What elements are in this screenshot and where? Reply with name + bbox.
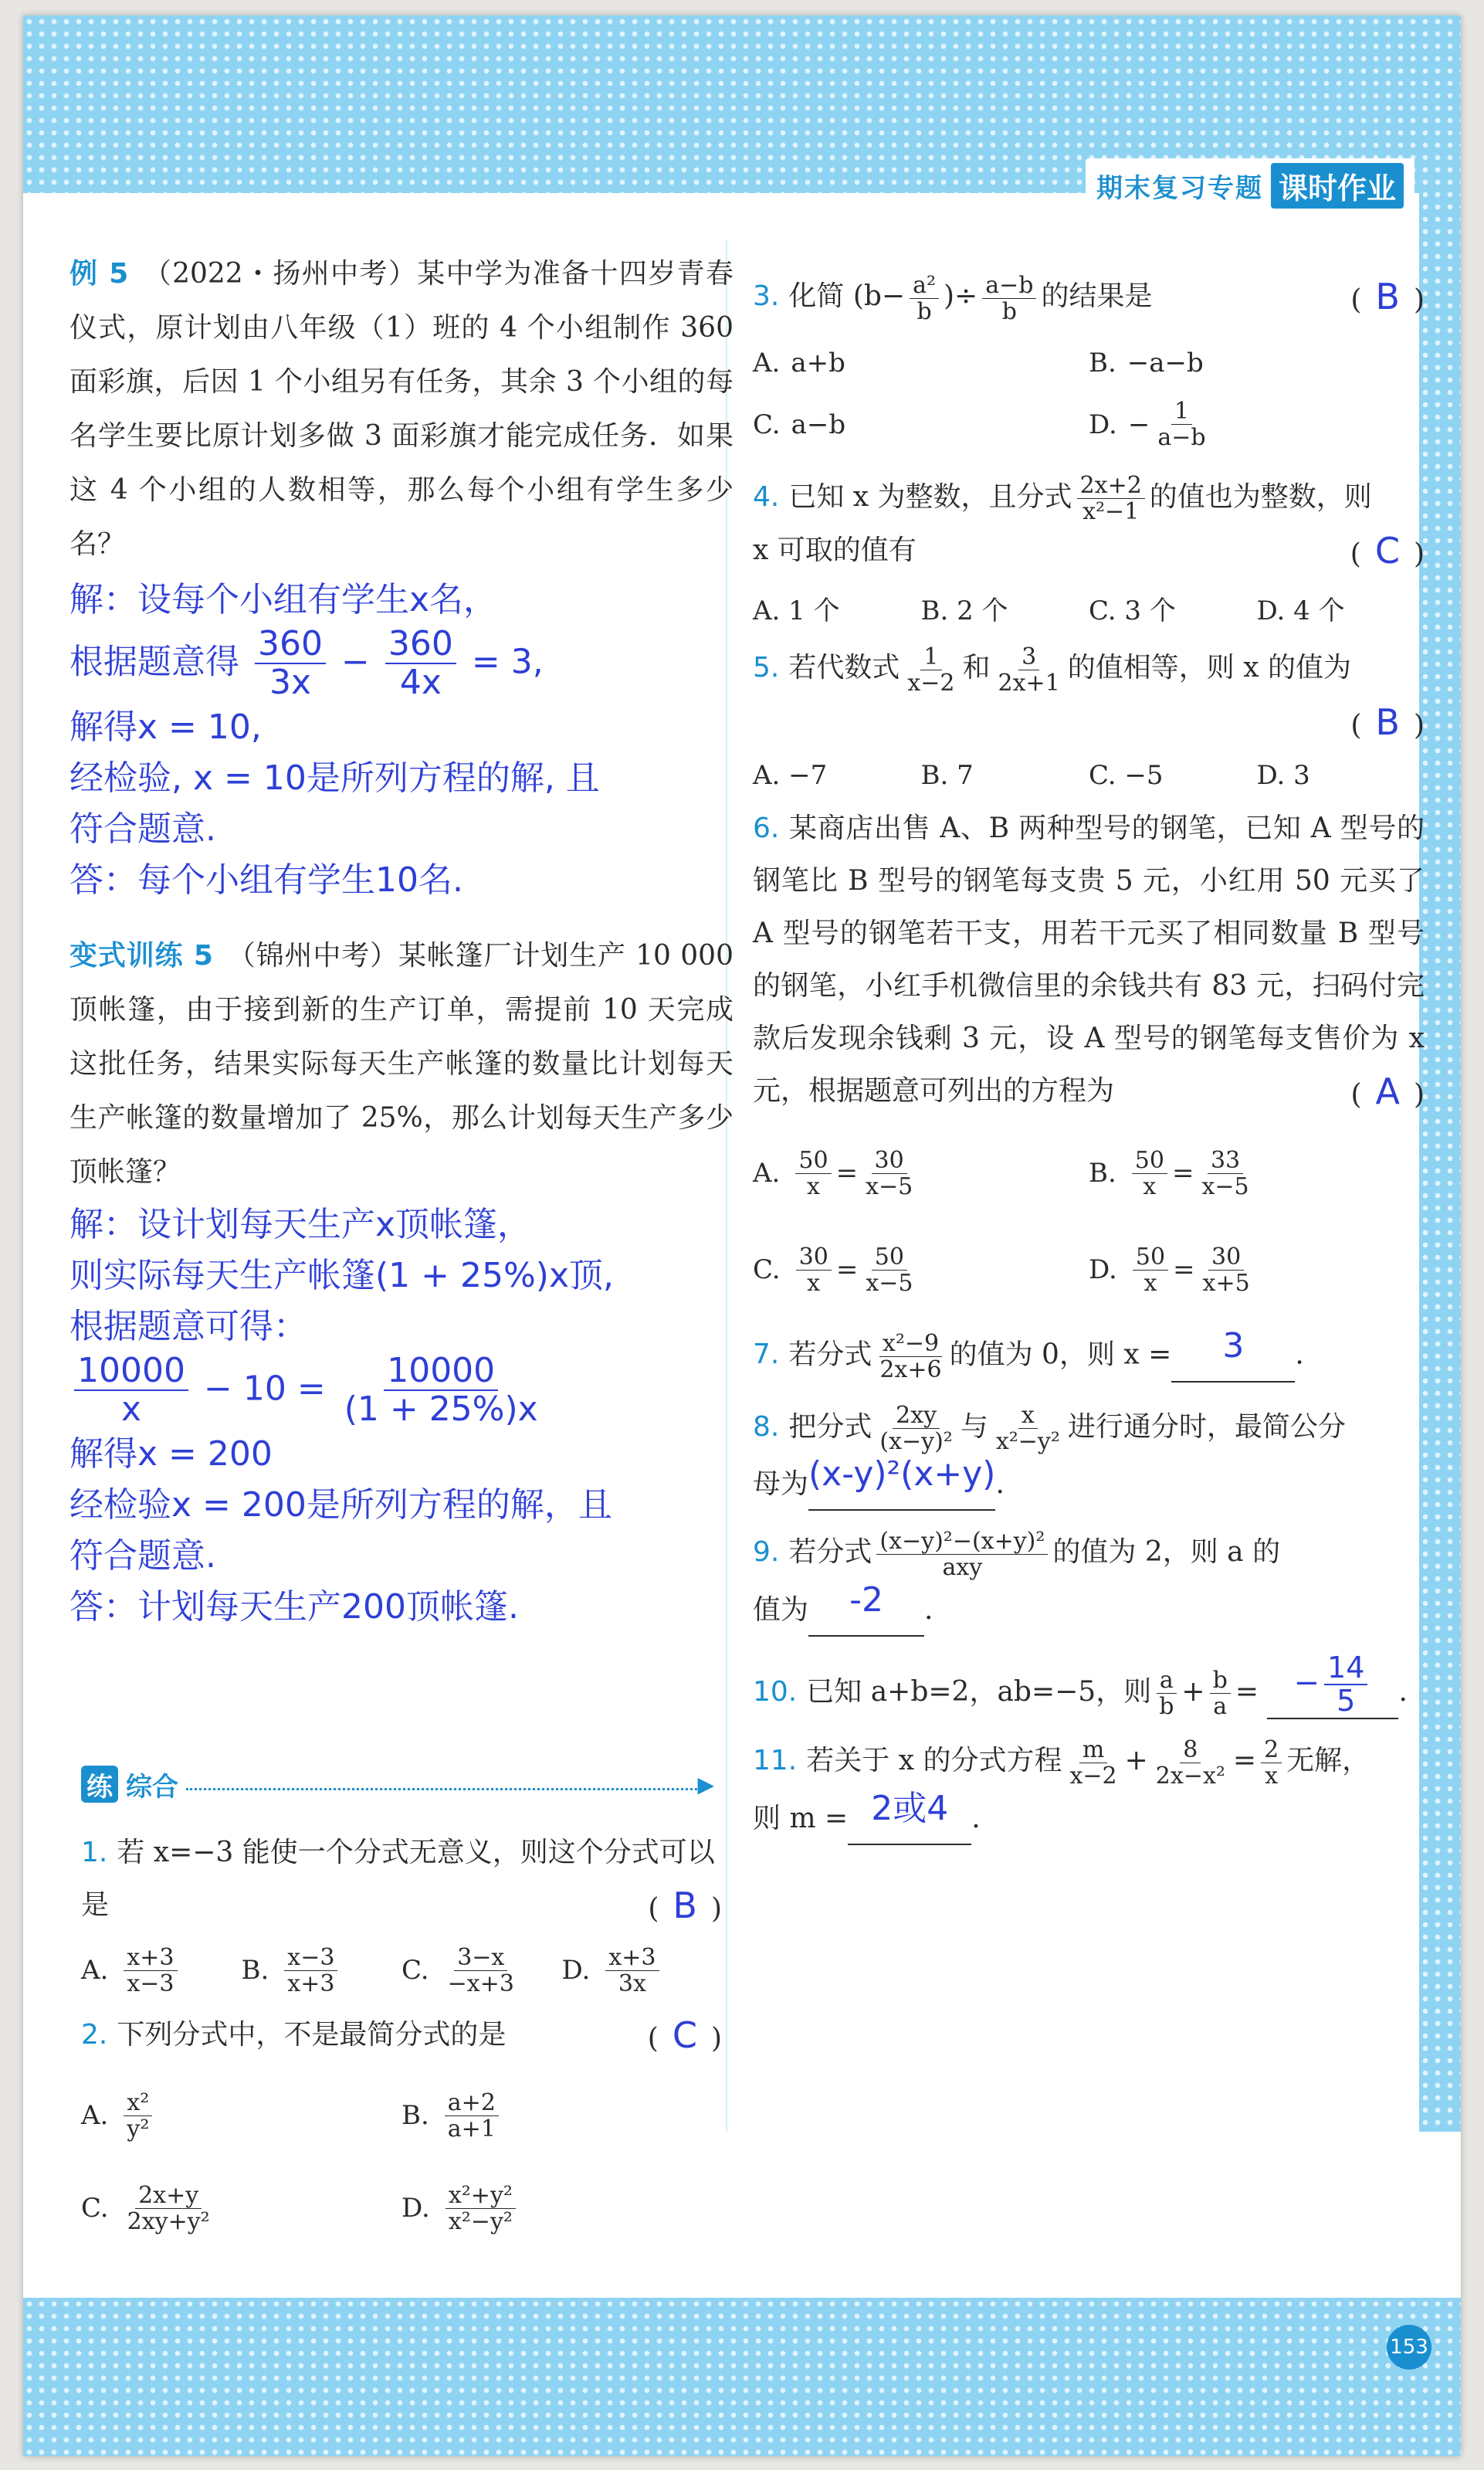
fraction: [1066, 1737, 1120, 1789]
denominator: x: [807, 1269, 821, 1297]
question-text: 已知 x 为整数，且分式: [788, 480, 1072, 513]
answer-blank: [808, 1454, 995, 1511]
answer: C: [1374, 530, 1400, 572]
fraction: [993, 1403, 1063, 1454]
question-line2: [753, 1789, 1425, 1845]
question-3: [753, 270, 1425, 324]
example-5: [69, 247, 734, 572]
question-text: 的值相等，则 x 的值为: [1067, 652, 1351, 684]
header-label: [1086, 158, 1415, 213]
option-letter: A.: [753, 347, 781, 378]
question-text: 若 x=−3 能使一个分式无意义，则这个分式可以是: [81, 1837, 715, 1921]
question-number: 9.: [753, 1536, 780, 1568]
option-text: a−b: [791, 409, 846, 440]
header-title: 期末复习专题: [1096, 173, 1263, 204]
q6-options: [753, 1125, 1425, 1318]
answer-blank: [848, 1789, 971, 1845]
numerator: m: [1079, 1737, 1107, 1763]
question-text: 若分式: [788, 1536, 872, 1568]
fraction: [795, 1148, 831, 1199]
fraction: [1210, 1668, 1231, 1719]
equals: =: [1232, 1745, 1257, 1777]
section-header: [81, 1765, 714, 1803]
fraction: [74, 1352, 188, 1429]
numerator: 1: [920, 644, 941, 670]
denominator: x: [1143, 1269, 1157, 1297]
denominator: x: [1265, 1762, 1279, 1790]
option-text: −: [1127, 409, 1150, 440]
denominator: x−5: [866, 1269, 913, 1297]
question-text: 若关于 x 的分式方程: [806, 1745, 1062, 1777]
denominator: x: [120, 1389, 142, 1430]
question-7: [753, 1326, 1425, 1383]
sol-line: 根据题意可得：: [69, 1306, 307, 1346]
question-11: [753, 1735, 1425, 1845]
q3-options: [753, 332, 1425, 456]
answer-blank: [808, 1580, 924, 1637]
left-column: [69, 247, 734, 1633]
question-1: [81, 1827, 722, 1932]
question-text: 无解，: [1286, 1745, 1370, 1777]
denominator: 2x−x²: [1155, 1762, 1225, 1790]
numerator: 33: [1208, 1148, 1243, 1174]
denominator: x: [807, 1172, 820, 1200]
answer: -2: [849, 1579, 883, 1620]
numerator: (x−y)²−(x+y)²: [876, 1528, 1048, 1555]
denominator: y²: [127, 2115, 150, 2143]
denominator: x²−1: [1083, 498, 1140, 525]
punct: .: [995, 1468, 1005, 1500]
numerator: 50: [872, 1244, 907, 1271]
fraction: [255, 626, 326, 702]
question-text: 的值为 2，则 a 的: [1052, 1536, 1281, 1568]
question-text: 与: [960, 1410, 988, 1443]
denominator: −x+3: [447, 1970, 514, 1997]
q2-options: [81, 2069, 722, 2255]
fraction: [446, 2183, 516, 2234]
answer-bracket: ( C ): [647, 2014, 722, 2056]
fraction: [1156, 1668, 1177, 1719]
option: [401, 2069, 722, 2162]
question-text: 母为: [753, 1468, 809, 1500]
arrow-right-icon: ▶: [697, 1771, 714, 1797]
question-2: [81, 2009, 722, 2061]
denominator: b: [916, 297, 932, 325]
question-line2: [753, 1580, 1425, 1637]
denominator: x−5: [1201, 1172, 1249, 1200]
fraction: [876, 1331, 944, 1383]
question-text: 的值也为整数，则: [1149, 480, 1372, 513]
sol-line: 解：设计划每天生产x顶帐篷，: [69, 1204, 532, 1244]
q5-options: [753, 756, 1425, 795]
fraction: [284, 1945, 337, 1997]
option: [1089, 1125, 1425, 1222]
option: C. −5: [1089, 759, 1164, 791]
fraction: [904, 644, 957, 696]
equals: =: [1173, 1254, 1195, 1285]
numerator: 30: [872, 1148, 907, 1174]
sol-line: 解得x = 10,: [69, 707, 262, 747]
answer: 2或4: [871, 1788, 949, 1828]
option-letter: C.: [81, 2193, 109, 2224]
option: B. 2 个: [920, 595, 1008, 626]
denominator: 2xy+y²: [127, 2207, 210, 2235]
fraction: [1261, 1737, 1282, 1789]
denominator: x+3: [287, 1970, 335, 1997]
sol-line: 答：每个小组有学生10名.: [69, 860, 463, 900]
option: [401, 2162, 722, 2255]
page-number: 153: [1387, 2325, 1431, 2370]
numerator: 2x+y: [135, 2183, 202, 2209]
numerator: 360: [385, 626, 456, 664]
option: B. 7: [920, 759, 974, 791]
denominator: (x−y)²: [879, 1428, 953, 1455]
option: [753, 1222, 1089, 1318]
option-letter: A.: [81, 2100, 109, 2131]
header-logo: 课时作业: [1271, 163, 1404, 209]
equals: =: [835, 1158, 859, 1189]
question-number: 6.: [753, 812, 780, 844]
sol-line: 经检验, x = 10是所列方程的解, 且: [69, 758, 600, 798]
question-4: [753, 471, 1425, 578]
question-line2: [753, 524, 1425, 577]
answer: B: [673, 1885, 697, 1926]
answer-blank: [1267, 1652, 1398, 1720]
fraction: [605, 1945, 659, 1997]
question-6: [753, 802, 1425, 1118]
option-letter: B.: [241, 1955, 269, 1986]
numerator: 2: [1261, 1737, 1282, 1763]
punct: .: [1295, 1338, 1304, 1370]
option: C. 3 个: [1089, 595, 1176, 626]
option-letter: C.: [753, 409, 781, 440]
answer: A: [1375, 1070, 1400, 1112]
question-number: 8.: [753, 1410, 780, 1443]
option-letter: D.: [561, 1955, 591, 1986]
fraction: [995, 644, 1063, 696]
sol-line: 经检验x = 200是所列方程的解，且: [69, 1484, 612, 1525]
question-text: 某商店出售 A、B 两种型号的钢笔，已知 A 型号的钢笔比 B 型号的钢笔每支贵 5 元，小红用 50 元买了 A 型号的钢笔若干支，用若干元买了相同数量 B 型号的钢笔，小红手机微信里的余钱共有 83 元，扫码付完款后发现余钱剩 3 元，设 A 型号的钢笔每支售价为 x 元，根据题意可列出的方程为: [753, 812, 1425, 1107]
equals: =: [1171, 1158, 1194, 1189]
option-letter: A.: [753, 1158, 781, 1189]
fraction: [445, 2090, 499, 2142]
sol-text: 根据题意得: [69, 642, 239, 682]
option: [242, 1939, 402, 2001]
fraction: [982, 273, 1036, 324]
punct: .: [1398, 1675, 1408, 1708]
denominator: x−2: [1069, 1762, 1117, 1790]
fraction: [862, 1244, 916, 1296]
option: [81, 2069, 401, 2162]
option: [562, 1939, 723, 2001]
question-10: [753, 1652, 1425, 1720]
example-solution: [69, 575, 734, 906]
question-8: [753, 1401, 1425, 1512]
sol-text: − 10 =: [203, 1369, 326, 1409]
left-questions: [81, 1827, 722, 2255]
q1-options: [81, 1939, 722, 2001]
sol-line: 解：设每个小组有学生x名，: [69, 580, 498, 619]
sol-line: 答：计划每天生产200顶帐篷.: [69, 1586, 519, 1627]
denominator: 5: [1337, 1684, 1356, 1718]
answer-fraction: [1324, 1652, 1367, 1718]
question-text: 已知 a+b=2，ab=−5，则: [806, 1675, 1152, 1708]
sol-text: = 3,: [471, 642, 544, 682]
question-text: 化简: [788, 280, 845, 312]
fraction: [862, 1148, 916, 1199]
bottom-dotted-band: [23, 2298, 1461, 2456]
option: [753, 394, 1089, 456]
variant-text: （锦州中考）某帐篷厂计划生产 10 000 顶帐篷，由于接到新的生产订单，需提前 10 天完成这批任务，结果实际每天生产帐篷的数量比计划每天生产帐篷的数量增加了 25%，那么计划每天生产多少顶帐篷？: [69, 939, 734, 1188]
option-letter: C.: [753, 1254, 781, 1285]
fraction: [124, 2183, 213, 2234]
right-column: [753, 270, 1425, 1853]
q4-options: [753, 585, 1425, 631]
question-line2: [753, 696, 1425, 748]
answer: B: [1375, 701, 1400, 743]
numerator: a²: [910, 273, 939, 299]
option: [401, 1939, 562, 2001]
section-title: 综合: [126, 1771, 178, 1803]
numerator: 30: [796, 1244, 832, 1271]
option-letter: B.: [1089, 347, 1116, 378]
sol-line: 解得x = 200: [69, 1433, 273, 1474]
denominator: 2x+6: [879, 1355, 942, 1383]
question-number: 11.: [753, 1745, 798, 1777]
denominator: x: [1143, 1172, 1157, 1200]
option-text: −a−b: [1127, 347, 1204, 378]
sol-line: 则实际每天生产帐篷(1 + 25%)x顶,: [69, 1255, 614, 1295]
page: [23, 15, 1461, 2456]
question-text: 若代数式: [788, 652, 900, 684]
numerator: a+2: [445, 2090, 499, 2116]
question-line2: [753, 1454, 1425, 1511]
option-letter: B.: [401, 2100, 429, 2131]
numerator: a−b: [982, 273, 1036, 299]
fraction: [124, 2090, 152, 2142]
question-number: 3.: [753, 280, 780, 312]
answer-bracket: ( C ): [1350, 530, 1425, 572]
numerator: 8: [1180, 1737, 1201, 1763]
answer: (x-y)²(x+y): [808, 1454, 996, 1494]
question-text: 把分式: [788, 1410, 872, 1443]
punct: .: [971, 1802, 981, 1834]
question-text: 则 m =: [753, 1802, 849, 1834]
numerator: x²−9: [879, 1331, 942, 1357]
numerator: x²: [124, 2090, 152, 2116]
option: [1089, 332, 1425, 394]
plus: +: [1181, 1675, 1205, 1708]
option: [1089, 1222, 1425, 1318]
plus: +: [1124, 1745, 1148, 1777]
option: A. −7: [753, 759, 828, 791]
option-letter: C.: [401, 1955, 429, 1986]
option: [753, 1125, 1089, 1222]
denominator: x²−y²: [448, 2207, 513, 2235]
practice-icon: 练: [81, 1766, 118, 1803]
fraction: [1133, 1244, 1168, 1296]
numerator: 50: [1133, 1244, 1168, 1271]
denominator: x²−y²: [995, 1428, 1060, 1455]
option: [753, 332, 1089, 394]
numerator: 10000: [74, 1352, 188, 1391]
fraction: [1200, 1244, 1253, 1296]
numerator: x−3: [284, 1945, 337, 1971]
numerator: x+3: [605, 1945, 659, 1971]
fraction: [1153, 1737, 1228, 1789]
question-text: 进行通分时，最简公分: [1067, 1410, 1346, 1443]
question-number: 4.: [753, 480, 780, 513]
question-text: 若分式: [788, 1338, 872, 1370]
expr: )÷: [944, 280, 978, 312]
option: [81, 2162, 401, 2255]
numerator: 1: [1171, 399, 1192, 425]
sol-equation: [69, 1352, 734, 1429]
option: D. 4 个: [1256, 595, 1345, 626]
question-number: 7.: [753, 1338, 780, 1370]
expr: (b−: [852, 280, 906, 312]
denominator: x−2: [907, 669, 955, 697]
answer: C: [672, 2014, 697, 2056]
option-letter: A.: [81, 1955, 109, 1986]
right-dotted-band: [1419, 15, 1461, 2132]
example-label: 例 5: [69, 258, 129, 290]
fraction: [1198, 1148, 1252, 1199]
question-number: 2.: [81, 2019, 108, 2051]
minus: −: [341, 642, 370, 682]
question-number: 5.: [753, 652, 780, 684]
question-text: 和: [962, 652, 991, 684]
denominator: x−5: [866, 1172, 913, 1200]
answer-bracket: ( B ): [1350, 701, 1425, 743]
fraction: [910, 273, 939, 324]
fraction: [1077, 473, 1145, 524]
option-text: a+b: [791, 347, 845, 378]
numerator: b: [1210, 1668, 1231, 1694]
option: A. 1 个: [753, 595, 840, 626]
sol-line: 符合题意.: [69, 1535, 216, 1576]
answer: B: [1375, 276, 1400, 317]
numerator: 2xy: [893, 1403, 940, 1429]
answer-blank: [1171, 1326, 1295, 1383]
fraction: [1154, 399, 1208, 450]
question-5: [753, 642, 1425, 748]
option: [81, 1939, 242, 2001]
question-number: 1.: [81, 1837, 108, 1868]
numerator: 50: [1132, 1148, 1167, 1174]
option-letter: B.: [1089, 1158, 1116, 1189]
denominator: 3x: [269, 663, 312, 703]
question-number: 10.: [753, 1675, 798, 1708]
numerator: 3−x: [454, 1945, 507, 1971]
numerator: 14: [1324, 1652, 1367, 1686]
variant-label: 变式训练 5: [69, 939, 213, 972]
equals: =: [1235, 1675, 1259, 1708]
question-text: 下列分式中，不是最简分式的是: [117, 2019, 507, 2051]
numerator: 2x+2: [1077, 473, 1145, 499]
fraction: [341, 1352, 541, 1429]
fraction: [445, 1945, 517, 1997]
question-text: 值为: [753, 1593, 809, 1626]
example-text: （2022・扬州中考）某中学为准备十四岁青春仪式，原计划由八年级（1）班的 4 个小组制作 360 面彩旗，后因 1 个小组另有任务，其余 3 个小组的每名学生要比原计划多做 3 面彩旗才能完成任务．如果这 4 个小组的人数相等，那么每个小组有学生多少名？: [69, 258, 734, 560]
question-text: 的值为 0，则 x =: [949, 1338, 1172, 1370]
option: D. 3: [1256, 759, 1310, 791]
question-9: [753, 1526, 1425, 1637]
numerator: x: [1018, 1403, 1038, 1429]
denominator: 2x+1: [998, 669, 1060, 697]
option-letter: D.: [1089, 1254, 1117, 1285]
numerator: 50: [795, 1148, 831, 1174]
variant-solution: [69, 1199, 734, 1633]
answer-bracket: ( B ): [648, 1885, 722, 1926]
numerator: x+3: [124, 1945, 177, 1971]
variant-5: [69, 929, 734, 1199]
numerator: x²+y²: [446, 2183, 516, 2209]
fraction: [124, 1945, 177, 1997]
dotted-line: [186, 1788, 697, 1790]
fraction: [385, 626, 456, 702]
numerator: 30: [1208, 1244, 1244, 1271]
numerator: 360: [255, 626, 326, 664]
answer-bracket: ( B ): [1350, 276, 1425, 317]
punct: .: [924, 1593, 933, 1626]
denominator: 3x: [618, 1970, 646, 1997]
sol-line: 符合题意.: [69, 809, 216, 849]
question-text: x 可取的值有: [753, 534, 916, 566]
sol-equation: [69, 626, 734, 702]
option-letter: D.: [401, 2193, 430, 2224]
numerator: a: [1157, 1668, 1177, 1694]
numerator: 3: [1018, 644, 1039, 670]
denominator: b: [1159, 1693, 1174, 1721]
fraction: [1132, 1148, 1167, 1199]
numerator: 10000: [384, 1352, 498, 1391]
answer: 3: [1222, 1325, 1245, 1366]
answer-bracket: ( A ): [1350, 1070, 1425, 1112]
fraction: [876, 1403, 955, 1454]
denominator: a: [1213, 1693, 1228, 1721]
option: [1089, 394, 1425, 456]
denominator: x−3: [127, 1970, 174, 1997]
fraction: [796, 1244, 832, 1296]
denominator: x+5: [1202, 1269, 1250, 1297]
fraction: [876, 1528, 1048, 1580]
question-text: 的结果是: [1041, 280, 1153, 312]
answer-sign: −: [1293, 1664, 1320, 1701]
denominator: a+1: [447, 2115, 496, 2143]
option-letter: D.: [1089, 409, 1117, 440]
equals: =: [835, 1254, 859, 1285]
denominator: (1 + 25%)x: [344, 1389, 538, 1430]
denominator: a−b: [1157, 424, 1206, 451]
denominator: 4x: [399, 663, 442, 703]
denominator: axy: [942, 1553, 983, 1581]
denominator: b: [1001, 297, 1017, 325]
